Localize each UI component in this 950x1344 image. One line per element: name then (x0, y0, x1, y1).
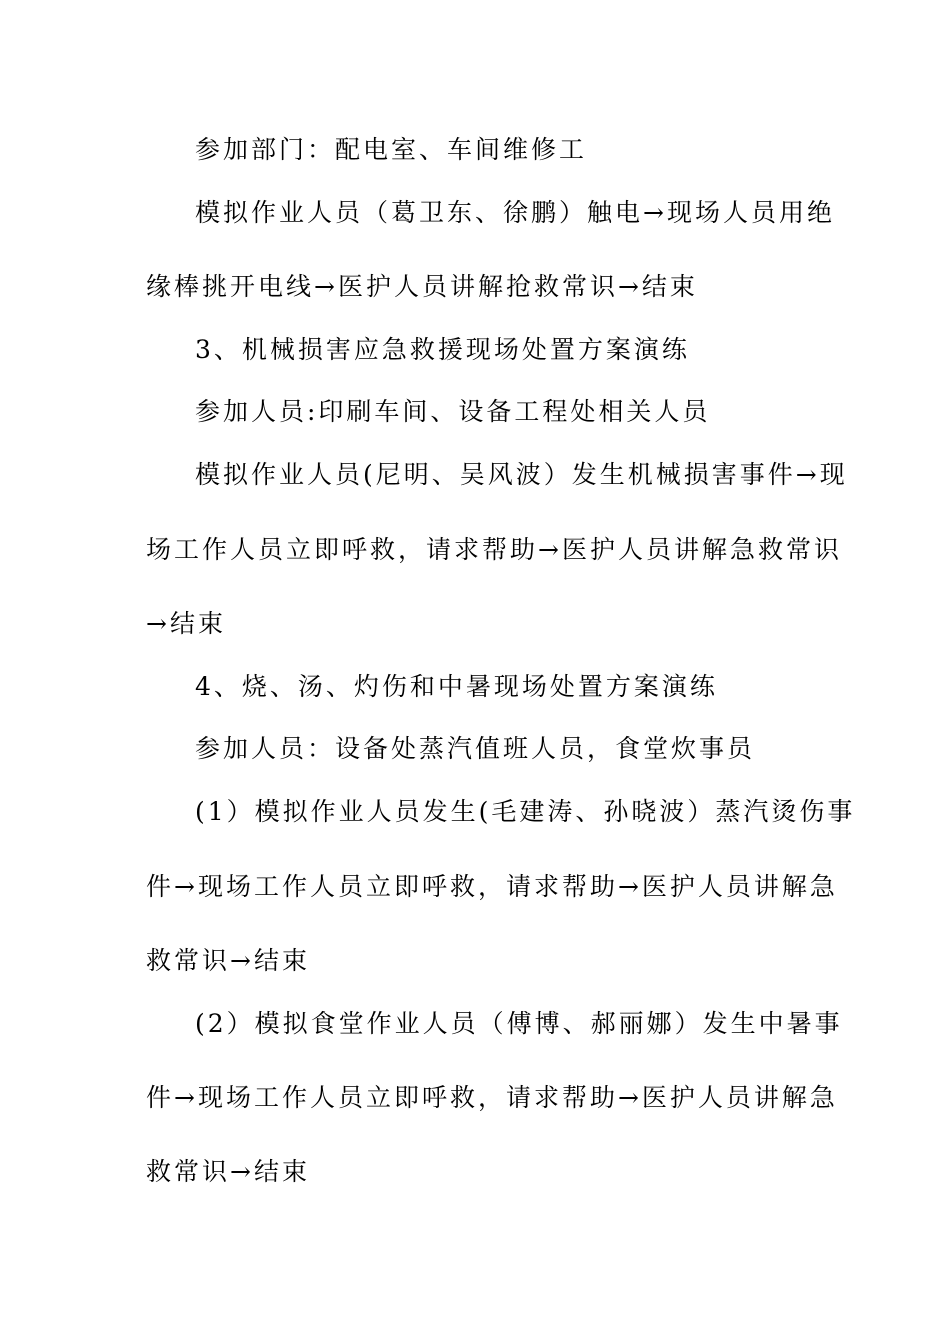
steam-scald-drill-line-3: 救常识→结束 (146, 946, 310, 975)
section-4-participants: 参加人员：设备处蒸汽值班人员，食堂炊事员 (195, 734, 756, 763)
mechanical-injury-drill-line-1: 模拟作业人员(尼明、吴风波）发生机械损害事件→现 (195, 460, 848, 489)
steam-scald-drill-line-1: (1）模拟作业人员发生(毛建涛、孙晓波）蒸汽烫伤事 (195, 797, 856, 826)
electric-shock-drill-line-2: 缘棒挑开电线→医护人员讲解抢救常识→结束 (146, 272, 698, 301)
mechanical-injury-drill-line-2: 场工作人员立即呼救，请求帮助→医护人员讲解急救常识 (146, 535, 842, 564)
section-3-participants: 参加人员:印刷车间、设备工程处相关人员 (195, 397, 711, 426)
heatstroke-drill-line-2: 件→现场工作人员立即呼救，请求帮助→医护人员讲解急 (146, 1083, 838, 1112)
heatstroke-drill-line-3: 救常识→结束 (146, 1157, 310, 1186)
steam-scald-drill-line-2: 件→现场工作人员立即呼救，请求帮助→医护人员讲解急 (146, 872, 838, 901)
section-4-heading: 4、烧、汤、灼伤和中暑现场处置方案演练 (195, 672, 718, 701)
section-3-heading: 3、机械损害应急救援现场处置方案演练 (195, 335, 690, 364)
mechanical-injury-drill-line-3: →结束 (146, 609, 226, 638)
participating-departments-line: 参加部门：配电室、车间维修工 (195, 135, 588, 164)
electric-shock-drill-line-1: 模拟作业人员（葛卫东、徐鹏）触电→现场人员用绝 (195, 198, 835, 227)
heatstroke-drill-line-1: (2）模拟食堂作业人员（傅博、郝丽娜）发生中暑事 (195, 1009, 843, 1038)
